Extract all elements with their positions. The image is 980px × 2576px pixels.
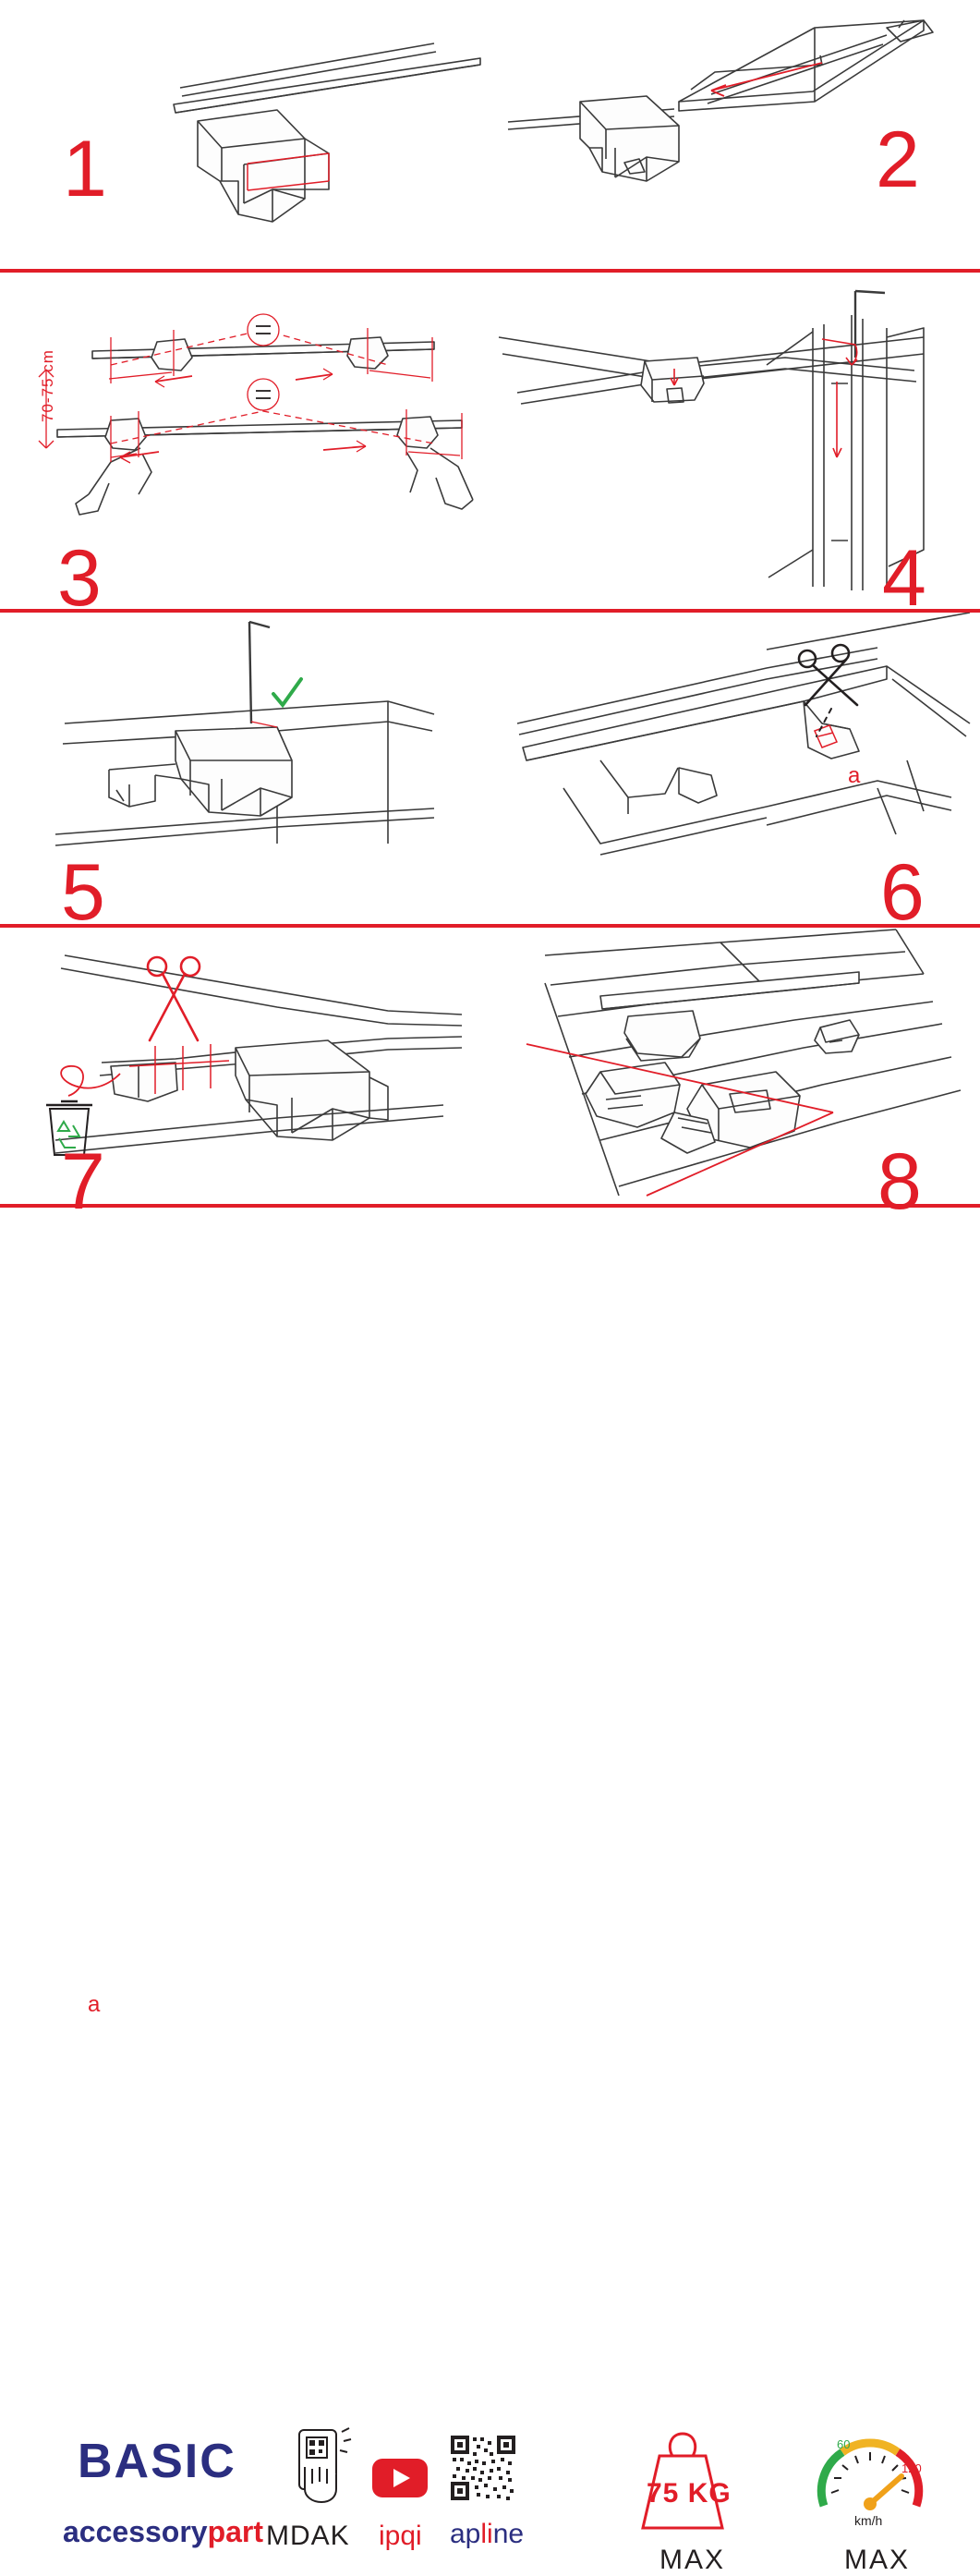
- step-number-1: 1: [63, 125, 105, 213]
- step-panel-4: [490, 273, 980, 623]
- step-panel-5: [0, 613, 490, 937]
- cut-marker-a-step6: a: [848, 763, 861, 788]
- speedometer-icon: [809, 2424, 931, 2526]
- partner-label-ipqi: ipqi: [379, 2521, 422, 2551]
- brand-name: [63, 2515, 263, 2549]
- partner-label-apline: [450, 2519, 524, 2550]
- speed-unit-label: km/h: [854, 2513, 883, 2528]
- brand-name-suffix: part: [207, 2515, 264, 2548]
- partner-label-mdak: MDAK: [266, 2521, 350, 2551]
- scissors-icon: [148, 957, 200, 1040]
- cut-marker-a-step7: a: [88, 1992, 101, 2017]
- brand-name-prefix: accessory: [63, 2515, 208, 2548]
- apline-mid: li: [480, 2519, 493, 2549]
- spacing-dimension-label: 70-75 cm: [39, 349, 56, 422]
- step-number-4: 4: [882, 534, 925, 623]
- weight-limit-value: 75 KG: [647, 2478, 732, 2509]
- step-number-7: 7: [61, 1137, 103, 1226]
- svg-text:120: 120: [901, 2461, 922, 2475]
- weight-max-label: MAX: [659, 2545, 726, 2575]
- apline-prefix: ap: [450, 2519, 481, 2549]
- step-number-6: 6: [880, 848, 923, 937]
- step-number-8: 8: [877, 1137, 920, 1226]
- brand-title: BASIC: [78, 2435, 236, 2488]
- qr-code-icon[interactable]: [449, 2434, 517, 2502]
- step-number-2: 2: [876, 115, 918, 204]
- step-number-5: 5: [61, 848, 103, 937]
- footer-brand-strip: [0, 1205, 980, 2575]
- qr-phone-hand-icon[interactable]: [284, 2426, 358, 2509]
- apline-suffix: ne: [492, 2519, 525, 2549]
- step-panel-2: [490, 0, 980, 269]
- step-panel-7: [0, 928, 490, 2017]
- step-panel-6: [490, 613, 980, 937]
- step-number-3: 3: [57, 534, 100, 623]
- speed-max-label: MAX: [844, 2545, 911, 2575]
- svg-text:60: 60: [837, 2437, 851, 2451]
- step-panel-8: [490, 928, 980, 1226]
- step-panel-1: [0, 0, 490, 269]
- step-panel-3: [0, 273, 490, 623]
- youtube-icon[interactable]: [371, 2458, 429, 2498]
